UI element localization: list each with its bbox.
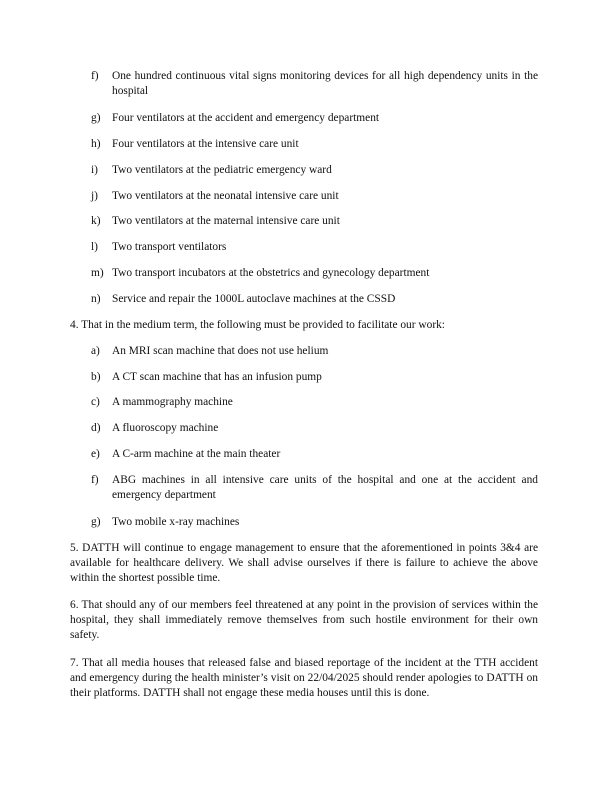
- list-item-label: n): [91, 293, 101, 305]
- list-item: [91, 370, 538, 385]
- list-item-label: g): [91, 112, 101, 124]
- list-item: [91, 240, 538, 255]
- list-item-label: k): [91, 215, 101, 227]
- list-item-label: d): [91, 422, 101, 434]
- list-item: [91, 421, 538, 436]
- list-item: [91, 473, 538, 503]
- list-item-text: A C-arm machine at the main theater: [112, 448, 281, 460]
- list-item-text: Two transport ventilators: [112, 241, 227, 253]
- list-item-label: i): [91, 164, 98, 176]
- list-item-text: Four ventilators at the intensive care unit: [112, 138, 299, 150]
- list-item-text: Two mobile x-ray machines: [112, 516, 240, 528]
- list-item-text: Service and repair the 1000L autoclave machines at the CSSD: [112, 293, 396, 305]
- list-item: [91, 137, 538, 152]
- point-7: 7. That all media houses that released false and biased reportage of the incident at the TTH accident and emergency during the health minister’s visit on 22/04/2025 should render apologies to DATTH on their platforms. DATTH shall not engage these media houses until this is done.: [70, 657, 538, 699]
- list-item-label: l): [91, 241, 98, 253]
- point-4: 4. That in the medium term, the following must be provided to facilitate our work:: [70, 319, 445, 331]
- list-item-label: h): [91, 138, 101, 150]
- list-item: [91, 69, 538, 99]
- list-item-text: Four ventilators at the accident and emergency department: [112, 112, 380, 124]
- list-item-label: e): [91, 448, 100, 460]
- point-5: 5. DATTH will continue to engage management to ensure that the aforementioned in points 3&4 are available for healthcare delivery. We shall advise ourselves if there is failure to achieve the above within the shortest possible time.: [70, 542, 538, 584]
- list-item-label: b): [91, 371, 101, 383]
- list-item: [91, 214, 538, 229]
- list-item: [91, 395, 538, 410]
- list-item-text: Two ventilators at the neonatal intensive care unit: [112, 190, 339, 202]
- list-item-label: a): [91, 345, 100, 357]
- list-item-label: f): [91, 70, 99, 82]
- list-item-label: f): [91, 474, 99, 486]
- list-item: [91, 163, 538, 178]
- list-item-text: One hundred continuous vital signs monitoring devices for all high dependency units in the hospital: [112, 70, 538, 97]
- list-item-text: Two ventilators at the maternal intensive care unit: [112, 215, 340, 227]
- point-6: 6. That should any of our members feel threatened at any point in the provision of services within the hospital, they shall immediately remove themselves from such hostile environment for their own safety.: [70, 599, 538, 641]
- list-item: [91, 266, 538, 281]
- list-item-text: A fluoroscopy machine: [112, 422, 219, 434]
- list-item: [91, 344, 538, 359]
- list-item-label: g): [91, 516, 101, 528]
- list-item-text: A CT scan machine that has an infusion pump: [112, 371, 322, 383]
- list-item-label: m): [91, 267, 104, 279]
- list-item-text: An MRI scan machine that does not use helium: [112, 345, 329, 357]
- list-item-label: j): [91, 190, 98, 202]
- list-item-text: Two transport incubators at the obstetrics and gynecology department: [112, 267, 430, 279]
- list-item: [91, 111, 538, 126]
- list-item: [91, 189, 538, 204]
- list-item-text: Two ventilators at the pediatric emergency ward: [112, 164, 332, 176]
- list-item: [91, 292, 538, 307]
- list-item-text: A mammography machine: [112, 396, 233, 408]
- list-item-label: c): [91, 396, 100, 408]
- list-item: [91, 515, 538, 530]
- list-item: [91, 447, 538, 462]
- list-item-text: ABG machines in all intensive care units of the hospital and one at the accident and emergency department: [112, 474, 538, 501]
